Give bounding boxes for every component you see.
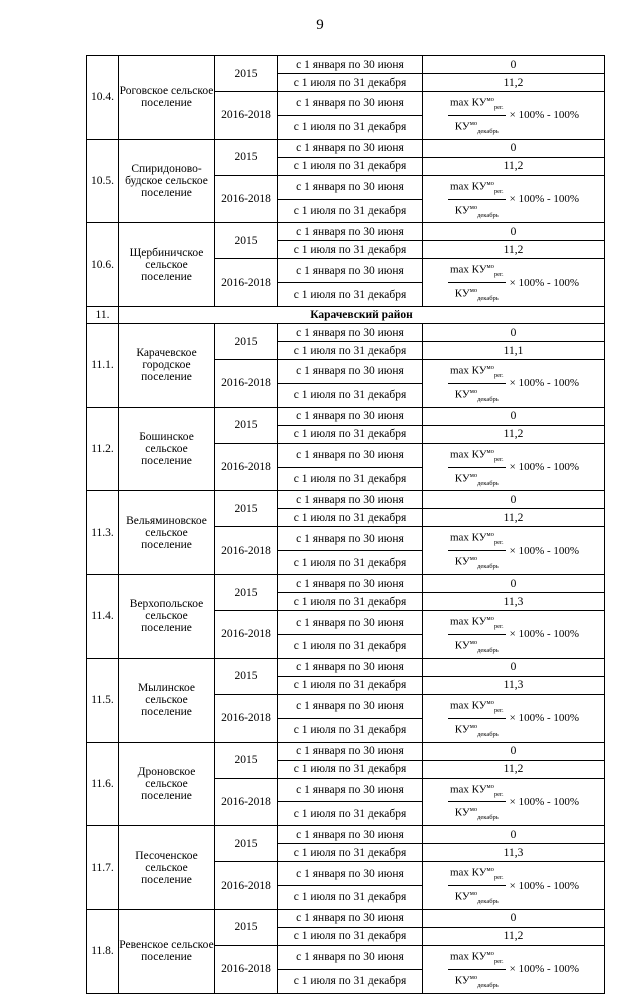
- numerator-text: max КУ: [449, 96, 487, 109]
- denominator-text: КУ: [454, 472, 470, 485]
- formula-numerator: [448, 862, 506, 886]
- formula-numerator: [448, 259, 506, 283]
- table-row: [87, 139, 605, 157]
- numerator-text: max КУ: [449, 448, 487, 461]
- formula-suffix: × 100% - 100%: [509, 795, 580, 808]
- formula-numerator: [448, 92, 506, 116]
- formula-fraction: [448, 611, 506, 658]
- value-cell: 11,3: [423, 593, 605, 611]
- value-cell: 0: [423, 658, 605, 676]
- denominator-sup: мо: [469, 387, 478, 395]
- formula-suffix: × 100% - 100%: [509, 879, 580, 892]
- year-cell: 2015: [215, 56, 278, 92]
- formula-suffix: × 100% - 100%: [509, 193, 580, 206]
- period-cell: с 1 января по 30 июня: [278, 324, 423, 342]
- year-cell: 2015: [215, 139, 278, 175]
- period-cell: с 1 июля по 31 декабря: [278, 551, 423, 575]
- table-row: [87, 223, 605, 241]
- period-cell: с 1 января по 30 июня: [278, 259, 423, 283]
- formula: [448, 862, 579, 909]
- period-cell: с 1 июля по 31 декабря: [278, 718, 423, 742]
- table-row: [87, 407, 605, 425]
- year-cell: 2016-2018: [215, 259, 278, 307]
- formula: [448, 176, 579, 223]
- formula-cell: [423, 259, 605, 307]
- period-cell: с 1 июля по 31 декабря: [278, 593, 423, 611]
- period-cell: с 1 января по 30 июня: [278, 527, 423, 551]
- denominator-sub: декабрь: [477, 814, 499, 822]
- numerator-sup: мо: [486, 698, 494, 706]
- value-cell: 0: [423, 56, 605, 74]
- period-cell: с 1 июля по 31 декабря: [278, 844, 423, 862]
- settlement-number: 11.5.: [87, 658, 119, 742]
- formula-fraction: [448, 779, 506, 826]
- denominator-sup: мо: [469, 722, 478, 730]
- denominator-text: КУ: [454, 555, 470, 568]
- year-cell: 2015: [215, 407, 278, 443]
- numerator-text: max КУ: [449, 532, 487, 545]
- denominator-sup: мо: [469, 287, 478, 295]
- table-row: [87, 575, 605, 593]
- settlement-number: 11.1.: [87, 324, 119, 408]
- period-cell: с 1 января по 30 июня: [278, 443, 423, 467]
- formula: [448, 259, 579, 306]
- numerator-sub: рег.: [493, 455, 504, 463]
- period-cell: с 1 июля по 31 декабря: [278, 199, 423, 223]
- denominator-sub: декабрь: [477, 646, 499, 654]
- value-cell: 0: [423, 575, 605, 593]
- numerator-sup: мо: [486, 782, 494, 790]
- period-cell: с 1 июля по 31 декабря: [278, 760, 423, 778]
- value-cell: 0: [423, 491, 605, 509]
- value-cell: 0: [423, 139, 605, 157]
- numerator-sub: рег.: [493, 103, 504, 111]
- value-cell: 0: [423, 909, 605, 927]
- formula-denominator: [455, 635, 499, 658]
- denominator-sup: мо: [469, 471, 478, 479]
- value-cell: 11,2: [423, 509, 605, 527]
- numerator-sup: мо: [486, 263, 494, 271]
- settlement-number: 10.6.: [87, 223, 119, 307]
- formula-fraction: [448, 946, 506, 993]
- denominator-sup: мо: [469, 638, 478, 646]
- period-cell: с 1 января по 30 июня: [278, 826, 423, 844]
- formula-numerator: [448, 779, 506, 803]
- formula-cell: [423, 175, 605, 223]
- value-cell: 11,1: [423, 342, 605, 360]
- denominator-text: КУ: [454, 974, 470, 987]
- year-cell: 2015: [215, 658, 278, 694]
- numerator-sub: рег.: [493, 790, 504, 798]
- settlement-name: Вельяминовское сельское поселение: [119, 491, 215, 575]
- year-cell: 2015: [215, 742, 278, 778]
- table-row: [87, 826, 605, 844]
- denominator-sub: декабрь: [477, 981, 499, 989]
- year-cell: 2015: [215, 223, 278, 259]
- formula: [448, 946, 579, 993]
- period-cell: с 1 января по 30 июня: [278, 778, 423, 802]
- formula-fraction: [448, 862, 506, 909]
- formula-numerator: [448, 444, 506, 468]
- period-cell: с 1 января по 30 июня: [278, 945, 423, 969]
- denominator-sub: декабрь: [477, 395, 499, 403]
- year-cell: 2016-2018: [215, 443, 278, 491]
- formula-cell: [423, 862, 605, 910]
- denominator-text: КУ: [454, 890, 470, 903]
- numerator-text: max КУ: [449, 615, 487, 628]
- formula-denominator: [455, 886, 499, 909]
- table-row: [87, 324, 605, 342]
- formula-fraction: [448, 92, 506, 139]
- settlement-number: 10.5.: [87, 139, 119, 223]
- numerator-sup: мо: [486, 949, 494, 957]
- value-cell: 11,2: [423, 241, 605, 259]
- period-cell: с 1 июля по 31 декабря: [278, 157, 423, 175]
- formula: [448, 611, 579, 658]
- district-number: 11.: [87, 307, 119, 324]
- formula-numerator: [448, 946, 506, 970]
- period-cell: с 1 июля по 31 декабря: [278, 802, 423, 826]
- settlement-name: Роговское сельское поселение: [119, 56, 215, 140]
- formula-denominator: [455, 970, 499, 993]
- formula-suffix: × 100% - 100%: [509, 544, 580, 557]
- denominator-sup: мо: [469, 806, 478, 814]
- period-cell: с 1 июля по 31 декабря: [278, 342, 423, 360]
- value-cell: 0: [423, 407, 605, 425]
- settlement-name: Дроновское сельское поселение: [119, 742, 215, 826]
- formula-suffix: × 100% - 100%: [509, 461, 580, 474]
- settlement-number: 10.4.: [87, 56, 119, 140]
- formula-numerator: [448, 176, 506, 200]
- page-number: 9: [316, 17, 324, 33]
- year-cell: 2016-2018: [215, 694, 278, 742]
- numerator-sub: рег.: [493, 706, 504, 714]
- year-cell: 2015: [215, 909, 278, 945]
- denominator-text: КУ: [454, 723, 470, 736]
- value-cell: 0: [423, 223, 605, 241]
- period-cell: с 1 июля по 31 декабря: [278, 425, 423, 443]
- numerator-sub: рег.: [493, 957, 504, 965]
- period-cell: с 1 июля по 31 декабря: [278, 241, 423, 259]
- numerator-text: max КУ: [449, 264, 487, 277]
- settlement-number: 11.3.: [87, 491, 119, 575]
- numerator-sup: мо: [486, 866, 494, 874]
- denominator-sub: декабрь: [477, 295, 499, 303]
- formula-suffix: × 100% - 100%: [509, 963, 580, 976]
- denominator-sup: мо: [469, 973, 478, 981]
- formula-cell: [423, 778, 605, 826]
- numerator-sub: рег.: [493, 371, 504, 379]
- formula-fraction: [448, 259, 506, 306]
- numerator-text: max КУ: [449, 699, 487, 712]
- settlement-number: 11.4.: [87, 575, 119, 659]
- formula-cell: [423, 694, 605, 742]
- period-cell: с 1 января по 30 июня: [278, 611, 423, 635]
- year-cell: 2016-2018: [215, 175, 278, 223]
- settlement-name: Песоченское сельское поселение: [119, 826, 215, 910]
- denominator-text: КУ: [454, 807, 470, 819]
- formula-denominator: [455, 468, 499, 491]
- year-cell: 2016-2018: [215, 92, 278, 140]
- period-cell: с 1 января по 30 июня: [278, 407, 423, 425]
- tariff-table: [86, 55, 605, 994]
- numerator-sup: мо: [486, 364, 494, 372]
- numerator-sub: рег.: [493, 539, 504, 547]
- formula: [448, 527, 579, 574]
- table-row: [87, 909, 605, 927]
- table-row: [87, 56, 605, 74]
- period-cell: с 1 января по 30 июня: [278, 658, 423, 676]
- period-cell: с 1 июля по 31 декабря: [278, 115, 423, 139]
- table-row: [87, 491, 605, 509]
- formula-cell: [423, 611, 605, 659]
- period-cell: с 1 июля по 31 декабря: [278, 634, 423, 658]
- period-cell: с 1 июля по 31 декабря: [278, 74, 423, 92]
- period-cell: с 1 января по 30 июня: [278, 175, 423, 199]
- value-cell: 11,2: [423, 157, 605, 175]
- period-cell: с 1 января по 30 июня: [278, 575, 423, 593]
- table-row: [87, 742, 605, 760]
- district-name: Карачевский район: [119, 307, 605, 324]
- period-cell: с 1 июля по 31 декабря: [278, 383, 423, 407]
- formula-numerator: [448, 695, 506, 719]
- denominator-sub: декабрь: [477, 563, 499, 571]
- period-cell: с 1 января по 30 июня: [278, 360, 423, 384]
- tariff-table-body: [87, 56, 605, 994]
- denominator-text: КУ: [454, 287, 470, 300]
- denominator-sub: декабрь: [477, 211, 499, 219]
- formula-fraction: [448, 360, 506, 407]
- period-cell: с 1 января по 30 июня: [278, 56, 423, 74]
- year-cell: 2016-2018: [215, 945, 278, 993]
- period-cell: с 1 июля по 31 декабря: [278, 927, 423, 945]
- year-cell: 2016-2018: [215, 527, 278, 575]
- value-cell: 11,2: [423, 425, 605, 443]
- formula-denominator: [455, 802, 499, 825]
- formula-suffix: × 100% - 100%: [509, 276, 580, 289]
- formula-denominator: [455, 116, 499, 139]
- denominator-sub: декабрь: [477, 730, 499, 738]
- period-cell: с 1 июля по 31 декабря: [278, 509, 423, 527]
- formula-fraction: [448, 527, 506, 574]
- formula-fraction: [448, 444, 506, 491]
- formula-numerator: [448, 360, 506, 384]
- formula-suffix: × 100% - 100%: [509, 109, 580, 122]
- numerator-sup: мо: [486, 531, 494, 539]
- formula-cell: [423, 443, 605, 491]
- table-row: [87, 658, 605, 676]
- settlement-name: Карачевское городское поселение: [119, 324, 215, 408]
- year-cell: 2015: [215, 324, 278, 360]
- denominator-sub: декабрь: [477, 127, 499, 135]
- value-cell: 11,2: [423, 927, 605, 945]
- formula-suffix: × 100% - 100%: [509, 377, 580, 390]
- settlement-name: Бошинское сельское поселение: [119, 407, 215, 491]
- formula: [448, 360, 579, 407]
- settlement-name: Ревенское сельское поселение: [119, 909, 215, 993]
- period-cell: с 1 июля по 31 декабря: [278, 467, 423, 491]
- settlement-name: Спиридоново-будское сельское поселение: [119, 139, 215, 223]
- formula: [448, 695, 579, 742]
- formula-suffix: × 100% - 100%: [509, 712, 580, 725]
- formula-denominator: [455, 551, 499, 574]
- value-cell: 0: [423, 742, 605, 760]
- denominator-sup: мо: [469, 555, 478, 563]
- period-cell: с 1 июля по 31 декабря: [278, 676, 423, 694]
- year-cell: 2015: [215, 826, 278, 862]
- denominator-text: КУ: [454, 204, 470, 217]
- formula-numerator: [448, 611, 506, 635]
- settlement-name: Щербиничское сельское поселение: [119, 223, 215, 307]
- formula: [448, 779, 579, 826]
- numerator-sub: рег.: [493, 622, 504, 630]
- numerator-sup: мо: [486, 447, 494, 455]
- formula-cell: [423, 360, 605, 408]
- denominator-sup: мо: [469, 119, 478, 127]
- value-cell: 11,3: [423, 844, 605, 862]
- value-cell: 0: [423, 826, 605, 844]
- numerator-sub: рег.: [493, 187, 504, 195]
- numerator-text: max КУ: [449, 950, 487, 963]
- period-cell: с 1 января по 30 июня: [278, 862, 423, 886]
- period-cell: с 1 января по 30 июня: [278, 742, 423, 760]
- year-cell: 2016-2018: [215, 611, 278, 659]
- formula-cell: [423, 945, 605, 993]
- formula: [448, 444, 579, 491]
- denominator-sub: декабрь: [477, 479, 499, 487]
- period-cell: с 1 января по 30 июня: [278, 909, 423, 927]
- denominator-sub: декабрь: [477, 897, 499, 905]
- value-cell: 11,3: [423, 676, 605, 694]
- settlement-number: 11.8.: [87, 909, 119, 993]
- settlement-number: 11.2.: [87, 407, 119, 491]
- formula-numerator: [448, 527, 506, 551]
- period-cell: с 1 января по 30 июня: [278, 694, 423, 718]
- formula-suffix: × 100% - 100%: [509, 628, 580, 641]
- period-cell: с 1 января по 30 июня: [278, 223, 423, 241]
- formula-denominator: [455, 719, 499, 742]
- denominator-text: КУ: [454, 120, 470, 133]
- formula: [448, 92, 579, 139]
- period-cell: с 1 июля по 31 декабря: [278, 969, 423, 993]
- period-cell: с 1 июля по 31 декабря: [278, 886, 423, 910]
- year-cell: 2016-2018: [215, 778, 278, 826]
- year-cell: 2016-2018: [215, 360, 278, 408]
- formula-denominator: [455, 384, 499, 407]
- district-row: [87, 307, 605, 324]
- period-cell: с 1 июля по 31 декабря: [278, 283, 423, 307]
- denominator-sup: мо: [469, 203, 478, 211]
- formula-cell: [423, 527, 605, 575]
- formula-denominator: [455, 200, 499, 223]
- denominator-text: КУ: [454, 639, 470, 652]
- numerator-sup: мо: [486, 96, 494, 103]
- formula-denominator: [455, 283, 499, 306]
- numerator-text: max КУ: [449, 866, 487, 879]
- numerator-sup: мо: [486, 615, 494, 623]
- settlement-number: 11.6.: [87, 742, 119, 826]
- value-cell: 11,2: [423, 74, 605, 92]
- formula-fraction: [448, 695, 506, 742]
- period-cell: с 1 января по 30 июня: [278, 92, 423, 116]
- numerator-text: max КУ: [449, 364, 487, 377]
- year-cell: 2016-2018: [215, 862, 278, 910]
- settlement-name: Верхопольское сельское поселение: [119, 575, 215, 659]
- value-cell: 11,2: [423, 760, 605, 778]
- numerator-sub: рег.: [493, 271, 504, 279]
- period-cell: с 1 января по 30 июня: [278, 491, 423, 509]
- settlement-number: 11.7.: [87, 826, 119, 910]
- settlement-name: Мылинское сельское поселение: [119, 658, 215, 742]
- year-cell: 2015: [215, 491, 278, 527]
- formula-fraction: [448, 176, 506, 223]
- period-cell: с 1 января по 30 июня: [278, 139, 423, 157]
- denominator-sup: мо: [469, 890, 478, 898]
- value-cell: 0: [423, 324, 605, 342]
- numerator-sub: рег.: [493, 874, 504, 882]
- denominator-text: КУ: [454, 388, 470, 401]
- year-cell: 2015: [215, 575, 278, 611]
- numerator-text: max КУ: [449, 783, 487, 796]
- formula-cell: [423, 92, 605, 140]
- numerator-sup: мо: [486, 179, 494, 187]
- numerator-text: max КУ: [449, 180, 487, 193]
